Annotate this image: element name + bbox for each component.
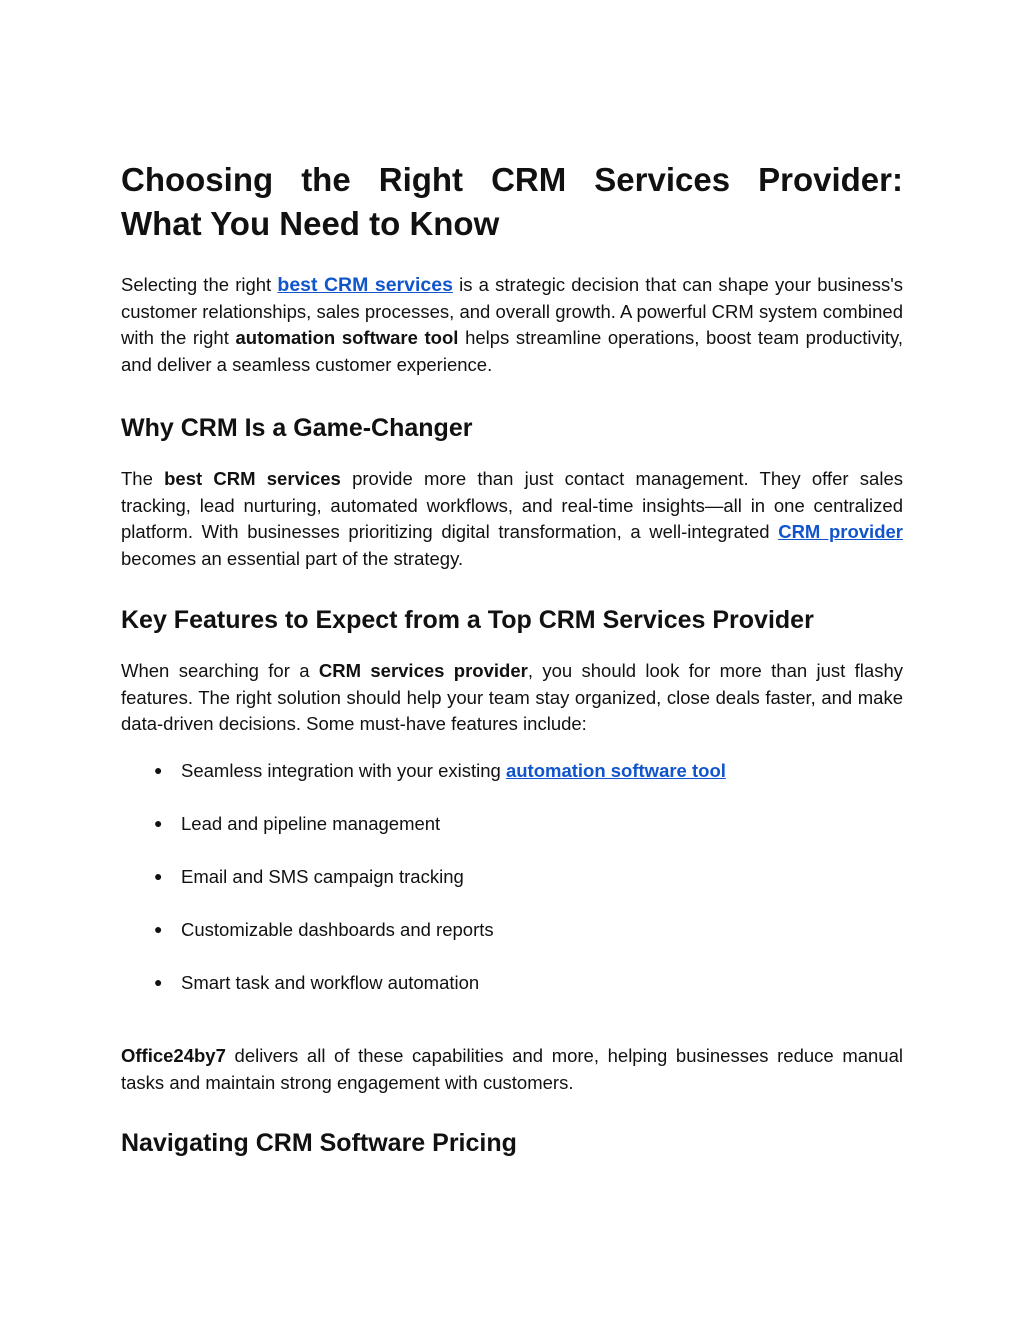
features-list: [121, 757, 903, 1022]
crm-provider-link[interactable]: CRM provider: [778, 521, 903, 543]
best-crm-services-link[interactable]: best CRM services: [277, 274, 453, 296]
section-heading-key-features: Key Features to Expect from a Top CRM Services Provider: [121, 606, 814, 634]
list-item: [121, 810, 903, 863]
bullet-icon: ●: [154, 868, 163, 884]
section-heading-pricing: Navigating CRM Software Pricing: [121, 1129, 517, 1157]
intro-text-3: helps streamline operations, boost team productivity, and deliver a seamless customer experience.: [121, 327, 904, 376]
title-line-1: Choosing the Right CRM Services Provider:: [121, 161, 903, 198]
list-item: [121, 757, 903, 810]
office-text: delivers all of these capabilities and more, helping businesses reduce manual tasks and maintain strong engagement with customers.: [121, 1045, 903, 1093]
key-features-bold: CRM services provider: [318, 660, 528, 681]
key-features-text-1: When searching for a: [121, 660, 319, 681]
why-crm-text-1: The: [121, 468, 165, 489]
key-features-text-2: , you should look for more than just flashy features. The right solution should help your team stay organized, close deals faster, and make data-driven decisions. Some must-have features include:: [121, 660, 903, 735]
list-item-text: Seamless integration with your existing: [181, 760, 506, 781]
section-heading-why-crm: Why CRM Is a Game-Changer: [121, 414, 473, 442]
why-crm-paragraph: [121, 466, 903, 573]
key-features-paragraph: [121, 658, 903, 738]
office-bold: Office24by7: [121, 1045, 226, 1066]
list-item-text: Lead and pipeline management: [181, 813, 441, 834]
intro-bold-automation: automation software tool: [235, 327, 459, 349]
intro-text-2: is a strategic decision that can shape your business's customer relationships, sales processes, and overall growth. A powerful CRM system combined with the right: [121, 274, 904, 349]
list-item: [121, 969, 903, 1022]
office-paragraph: [121, 1043, 903, 1096]
bullet-icon: ●: [154, 762, 163, 778]
list-item-text: Smart task and workflow automation: [181, 972, 480, 993]
intro-text-1: Selecting the right: [121, 274, 278, 295]
intro-paragraph: [121, 272, 903, 379]
title-line-2: What You Need to Know: [121, 205, 500, 242]
list-item: [121, 863, 903, 916]
bullet-icon: ●: [154, 921, 163, 937]
list-item-text: Customizable dashboards and reports: [181, 919, 494, 940]
bullet-icon: ●: [154, 815, 163, 831]
list-item-text: Email and SMS campaign tracking: [181, 866, 464, 887]
bullet-icon: ●: [154, 974, 163, 990]
page-title: [121, 158, 903, 246]
list-item: [121, 916, 903, 969]
why-crm-text-3: becomes an essential part of the strategy.: [121, 548, 464, 570]
why-crm-text-2: provide more than just contact management. They offer sales tracking, lead nurturing, automated workflows, and real-time insights—all in one centralized platform. With businesses prioritizing digital transformation, a well-integrated: [121, 468, 903, 543]
automation-software-tool-link[interactable]: automation software tool: [505, 760, 726, 781]
why-crm-bold: best CRM services: [164, 468, 341, 489]
